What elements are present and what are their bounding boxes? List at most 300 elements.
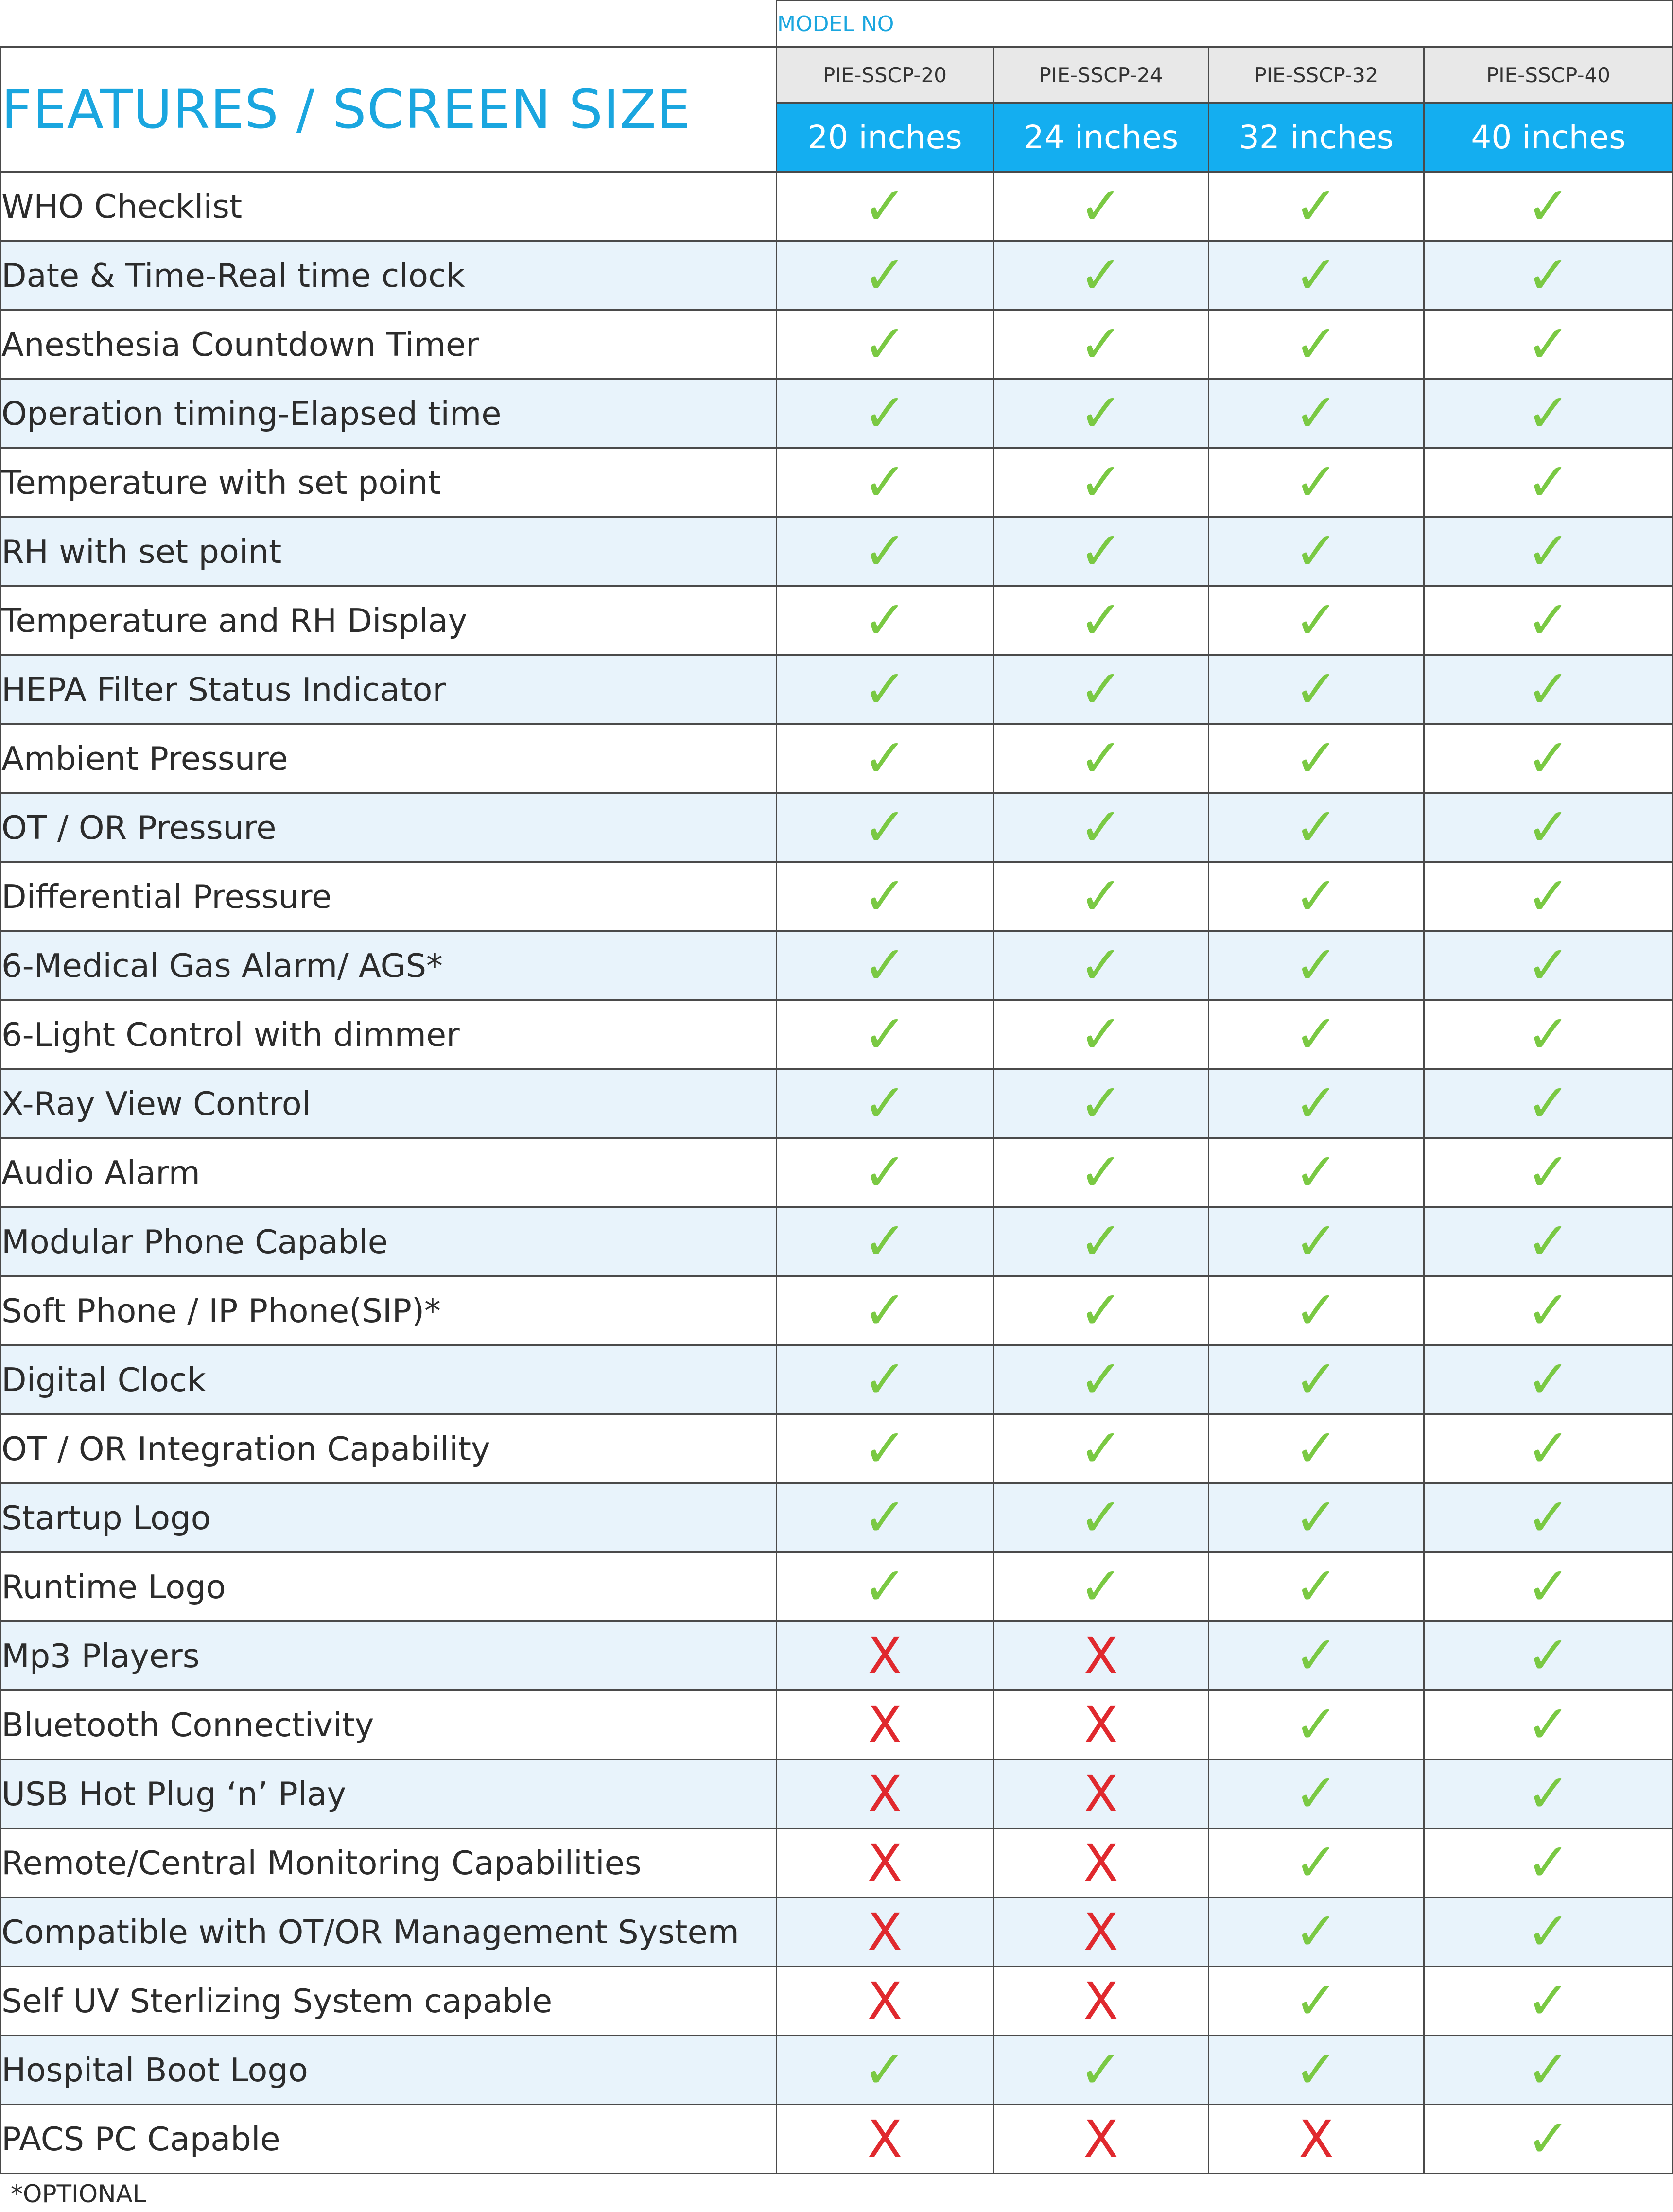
check-icon: ✓ [1526,1901,1570,1962]
support-cell [777,1000,993,1069]
check-icon: ✓ [1526,1763,1570,1824]
check-icon: ✓ [1526,521,1570,582]
support-cell [1209,1690,1424,1759]
check-icon: ✓ [1526,452,1570,513]
check-icon: ✓ [1294,728,1339,789]
support-cell [993,1967,1209,2036]
feature-name: Soft Phone / IP Phone(SIP)* [1,1276,777,1345]
support-cell [777,793,993,862]
table-row [1,1276,1673,1345]
feature-name: 6-Medical Gas Alarm/ AGS* [1,931,777,1000]
table-row [1,1898,1673,1967]
check-icon: ✓ [1294,244,1339,306]
support-cell [1209,1414,1424,1483]
check-icon: ✓ [1079,659,1123,720]
support-cell [777,1138,993,1207]
support-cell [993,1276,1209,1345]
check-icon: ✓ [1526,1280,1570,1341]
cross-icon: X [1083,1833,1118,1893]
support-cell [1209,1138,1424,1207]
check-icon: ✓ [1294,175,1339,237]
check-icon: ✓ [1079,1004,1123,1065]
feature-name: Modular Phone Capable [1,1207,777,1276]
support-cell [993,1345,1209,1414]
table-row [1,1414,1673,1483]
support-cell [777,1345,993,1414]
check-icon: ✓ [1079,383,1123,444]
support-cell [1209,1621,1424,1690]
support-cell [1424,2036,1673,2105]
table-row [1,448,1673,517]
feature-name: Compatible with OT/OR Management System [1,1898,777,1967]
support-cell [1424,1829,1673,1898]
check-icon: ✓ [1294,2039,1339,2100]
support-cell [1209,1552,1424,1621]
support-cell [1209,1759,1424,1829]
support-cell [993,448,1209,517]
check-icon: ✓ [863,2039,907,2100]
support-cell [777,2105,993,2174]
check-icon: ✓ [863,1280,907,1341]
support-cell [1424,1552,1673,1621]
support-cell [1424,1621,1673,1690]
check-icon: ✓ [863,728,907,789]
cross-icon: X [867,1626,903,1686]
support-cell [777,517,993,586]
check-icon: ✓ [1294,383,1339,444]
support-cell [777,862,993,931]
cross-icon: X [867,1971,903,2031]
check-icon: ✓ [1526,590,1570,651]
feature-name: Remote/Central Monitoring Capabilities [1,1829,777,1898]
check-icon: ✓ [863,1418,907,1479]
check-icon: ✓ [863,521,907,582]
support-cell [993,1690,1209,1759]
table-row [1,2036,1673,2105]
check-icon: ✓ [863,1142,907,1203]
check-icon: ✓ [863,797,907,858]
check-icon: ✓ [863,590,907,651]
table-body [1,1,1673,2174]
support-cell [1209,172,1424,241]
model-no-row [1,1,1673,47]
support-cell [777,1690,993,1759]
table-row [1,1138,1673,1207]
check-icon: ✓ [1079,175,1123,237]
check-icon: ✓ [1294,1625,1339,1686]
feature-name: Operation timing-Elapsed time [1,379,777,448]
check-icon: ✓ [1526,1004,1570,1065]
support-cell [777,655,993,724]
check-icon: ✓ [1079,1211,1123,1272]
check-icon: ✓ [1079,244,1123,306]
check-icon: ✓ [1079,314,1123,375]
support-cell [1424,1898,1673,1967]
support-cell [1424,931,1673,1000]
check-icon: ✓ [1294,797,1339,858]
support-cell [993,172,1209,241]
support-cell [993,1414,1209,1483]
support-cell [1424,241,1673,310]
feature-name: 6-Light Control with dimmer [1,1000,777,1069]
feature-name: Anesthesia Countdown Timer [1,310,777,379]
support-cell [1209,241,1424,310]
check-icon: ✓ [1526,1349,1570,1410]
table-row [1,310,1673,379]
check-icon: ✓ [1294,1349,1339,1410]
model-name-cell: PIE-SSCP-20 [777,47,993,103]
screen-size-cell: 24 inches [993,103,1209,172]
feature-name: Date & Time-Real time clock [1,241,777,310]
support-cell [1209,1000,1424,1069]
support-cell [1209,931,1424,1000]
support-cell [1424,379,1673,448]
cross-icon: X [1083,1764,1118,1824]
check-icon: ✓ [863,1487,907,1548]
table-row [1,241,1673,310]
features-screen-size-heading: FEATURES / SCREEN SIZE [1,47,777,172]
feature-name: Startup Logo [1,1483,777,1552]
support-cell [777,241,993,310]
screen-size-cell: 20 inches [777,103,993,172]
check-icon: ✓ [1079,590,1123,651]
support-cell [777,931,993,1000]
check-icon: ✓ [1079,1349,1123,1410]
feature-name: WHO Checklist [1,172,777,241]
feature-name: Audio Alarm [1,1138,777,1207]
support-cell [777,1483,993,1552]
support-cell [1209,517,1424,586]
support-cell [993,1483,1209,1552]
support-cell [1424,172,1673,241]
feature-name: RH with set point [1,517,777,586]
support-cell [993,1000,1209,1069]
support-cell [1424,1138,1673,1207]
check-icon: ✓ [863,175,907,237]
table-row [1,793,1673,862]
support-cell [1424,1967,1673,2036]
check-icon: ✓ [1294,1280,1339,1341]
support-cell [777,1207,993,1276]
check-icon: ✓ [1526,1142,1570,1203]
check-icon: ✓ [1526,728,1570,789]
feature-name: Runtime Logo [1,1552,777,1621]
support-cell [1209,1898,1424,1967]
check-icon: ✓ [1526,1418,1570,1479]
support-cell [777,1829,993,1898]
check-icon: ✓ [1294,1763,1339,1824]
feature-name: Bluetooth Connectivity [1,1690,777,1759]
table-row [1,655,1673,724]
check-icon: ✓ [1526,1694,1570,1755]
cross-icon: X [867,2109,903,2169]
check-icon: ✓ [863,1349,907,1410]
support-cell [1209,1967,1424,2036]
check-icon: ✓ [1079,1418,1123,1479]
check-icon: ✓ [863,314,907,375]
support-cell [1209,448,1424,517]
support-cell [1209,1276,1424,1345]
support-cell [1209,1829,1424,1898]
table-row [1,931,1673,1000]
check-icon: ✓ [1294,1004,1339,1065]
check-icon: ✓ [1079,452,1123,513]
support-cell [777,2036,993,2105]
check-icon: ✓ [1294,590,1339,651]
check-icon: ✓ [863,659,907,720]
support-cell [1424,1690,1673,1759]
check-icon: ✓ [1526,2108,1570,2169]
check-icon: ✓ [1526,2039,1570,2100]
check-icon: ✓ [1079,866,1123,927]
support-cell [993,310,1209,379]
feature-name: X-Ray View Control [1,1069,777,1138]
support-cell [1209,724,1424,793]
table-row [1,1621,1673,1690]
cross-icon: X [867,1833,903,1893]
support-cell [1424,1483,1673,1552]
check-icon: ✓ [1294,1211,1339,1272]
support-cell [993,1621,1209,1690]
screen-size-cell: 32 inches [1209,103,1424,172]
support-cell [993,517,1209,586]
support-cell [993,793,1209,862]
check-icon: ✓ [1526,1073,1570,1134]
feature-name: OT / OR Integration Capability [1,1414,777,1483]
support-cell [1209,586,1424,655]
model-no-label: MODEL NO [777,1,1673,47]
feature-name: OT / OR Pressure [1,793,777,862]
check-icon: ✓ [1526,1487,1570,1548]
table-row [1,1552,1673,1621]
support-cell [993,2105,1209,2174]
check-icon: ✓ [863,1211,907,1272]
check-icon: ✓ [1526,1211,1570,1272]
support-cell [777,724,993,793]
table-row [1,517,1673,586]
check-icon: ✓ [863,1004,907,1065]
support-cell [1424,1414,1673,1483]
table-row [1,1483,1673,1552]
support-cell [1209,310,1424,379]
check-icon: ✓ [1294,1073,1339,1134]
check-icon: ✓ [1526,935,1570,996]
check-icon: ✓ [1294,866,1339,927]
feature-name: Mp3 Players [1,1621,777,1690]
check-icon: ✓ [1526,797,1570,858]
support-cell [777,1276,993,1345]
table-row [1,724,1673,793]
support-cell [993,379,1209,448]
table-row [1,1207,1673,1276]
support-cell [993,1207,1209,1276]
support-cell [993,862,1209,931]
screen-size-cell: 40 inches [1424,103,1673,172]
support-cell [993,724,1209,793]
table-row [1,1829,1673,1898]
model-name-cell: PIE-SSCP-24 [993,47,1209,103]
support-cell [777,379,993,448]
check-icon: ✓ [1079,728,1123,789]
support-cell [1209,1207,1424,1276]
support-cell [1209,379,1424,448]
support-cell [777,1621,993,1690]
support-cell [777,1967,993,2036]
support-cell [1209,1483,1424,1552]
support-cell [1209,655,1424,724]
support-cell [1424,724,1673,793]
support-cell [777,1898,993,1967]
check-icon: ✓ [1526,659,1570,720]
cross-icon: X [867,1764,903,1824]
table-row [1,1759,1673,1829]
support-cell [1424,862,1673,931]
support-cell [1209,862,1424,931]
support-cell [993,241,1209,310]
support-cell [1424,448,1673,517]
support-cell [993,1759,1209,1829]
check-icon: ✓ [1294,1970,1339,2031]
check-icon: ✓ [863,244,907,306]
check-icon: ✓ [1079,521,1123,582]
support-cell [777,1552,993,1621]
check-icon: ✓ [1294,659,1339,720]
check-icon: ✓ [1079,935,1123,996]
check-icon: ✓ [1294,452,1339,513]
support-cell [993,1552,1209,1621]
table-row [1,862,1673,931]
feature-name: Digital Clock [1,1345,777,1414]
support-cell [1424,1207,1673,1276]
check-icon: ✓ [1526,175,1570,237]
check-icon: ✓ [1526,866,1570,927]
support-cell [993,586,1209,655]
feature-name: PACS PC Capable [1,2105,777,2174]
support-cell [1424,1759,1673,1829]
table-row [1,172,1673,241]
footnote-optional: *OPTIONAL [11,2180,146,2208]
check-icon: ✓ [863,1073,907,1134]
model-row [1,47,1673,103]
support-cell [1424,655,1673,724]
support-cell [1424,517,1673,586]
check-icon: ✓ [1294,1487,1339,1548]
support-cell [777,1759,993,1829]
check-icon: ✓ [1294,1142,1339,1203]
cross-icon: X [1083,1695,1118,1755]
model-name-cell: PIE-SSCP-32 [1209,47,1424,103]
support-cell [993,655,1209,724]
support-cell [993,1069,1209,1138]
check-icon: ✓ [863,866,907,927]
support-cell [1209,1069,1424,1138]
check-icon: ✓ [1294,1694,1339,1755]
feature-name: Ambient Pressure [1,724,777,793]
support-cell [1424,1276,1673,1345]
check-icon: ✓ [1294,521,1339,582]
check-icon: ✓ [1079,797,1123,858]
support-cell [993,1829,1209,1898]
cross-icon: X [1083,2109,1118,2169]
feature-name: USB Hot Plug ‘n’ Play [1,1759,777,1829]
check-icon: ✓ [1526,383,1570,444]
support-cell [1424,793,1673,862]
support-cell [1424,1000,1673,1069]
support-cell [1424,2105,1673,2174]
check-icon: ✓ [1079,2039,1123,2100]
feature-name: Temperature and RH Display [1,586,777,655]
check-icon: ✓ [1294,1556,1339,1617]
check-icon: ✓ [1079,1142,1123,1203]
table-row [1,1069,1673,1138]
feature-name: Self UV Sterlizing System capable [1,1967,777,2036]
model-name-cell: PIE-SSCP-40 [1424,47,1673,103]
table-row [1,2105,1673,2174]
table-row [1,1690,1673,1759]
support-cell [993,2036,1209,2105]
check-icon: ✓ [1079,1280,1123,1341]
cross-icon: X [1083,1971,1118,2031]
check-icon: ✓ [1079,1487,1123,1548]
support-cell [993,1138,1209,1207]
support-cell [1209,2036,1424,2105]
cross-icon: X [867,1695,903,1755]
support-cell [1424,310,1673,379]
support-cell [777,448,993,517]
check-icon: ✓ [1526,1832,1570,1893]
table-row [1,1345,1673,1414]
cross-icon: X [1083,1902,1118,1962]
cross-icon: X [867,1902,903,1962]
support-cell [1424,1345,1673,1414]
check-icon: ✓ [1079,1556,1123,1617]
table-row [1,1000,1673,1069]
check-icon: ✓ [1079,1073,1123,1134]
check-icon: ✓ [863,935,907,996]
feature-name: HEPA Filter Status Indicator [1,655,777,724]
check-icon: ✓ [1526,314,1570,375]
table-row [1,586,1673,655]
blank-corner-cell [1,1,777,47]
support-cell [777,1414,993,1483]
support-cell [1209,793,1424,862]
check-icon: ✓ [1294,935,1339,996]
check-icon: ✓ [1294,1832,1339,1893]
support-cell [1209,2105,1424,2174]
support-cell [777,1069,993,1138]
cross-icon: X [1299,2109,1334,2169]
support-cell [993,931,1209,1000]
support-cell [1209,1345,1424,1414]
feature-name: Differential Pressure [1,862,777,931]
check-icon: ✓ [863,383,907,444]
check-icon: ✓ [863,1556,907,1617]
support-cell [777,172,993,241]
check-icon: ✓ [863,452,907,513]
check-icon: ✓ [1526,1625,1570,1686]
check-icon: ✓ [1294,1418,1339,1479]
cross-icon: X [1083,1626,1118,1686]
check-icon: ✓ [1294,1901,1339,1962]
feature-name: Temperature with set point [1,448,777,517]
support-cell [777,310,993,379]
table-row [1,1967,1673,2036]
check-icon: ✓ [1526,244,1570,306]
feature-name: Hospital Boot Logo [1,2036,777,2105]
support-cell [1424,1069,1673,1138]
check-icon: ✓ [1526,1556,1570,1617]
support-cell [1424,586,1673,655]
